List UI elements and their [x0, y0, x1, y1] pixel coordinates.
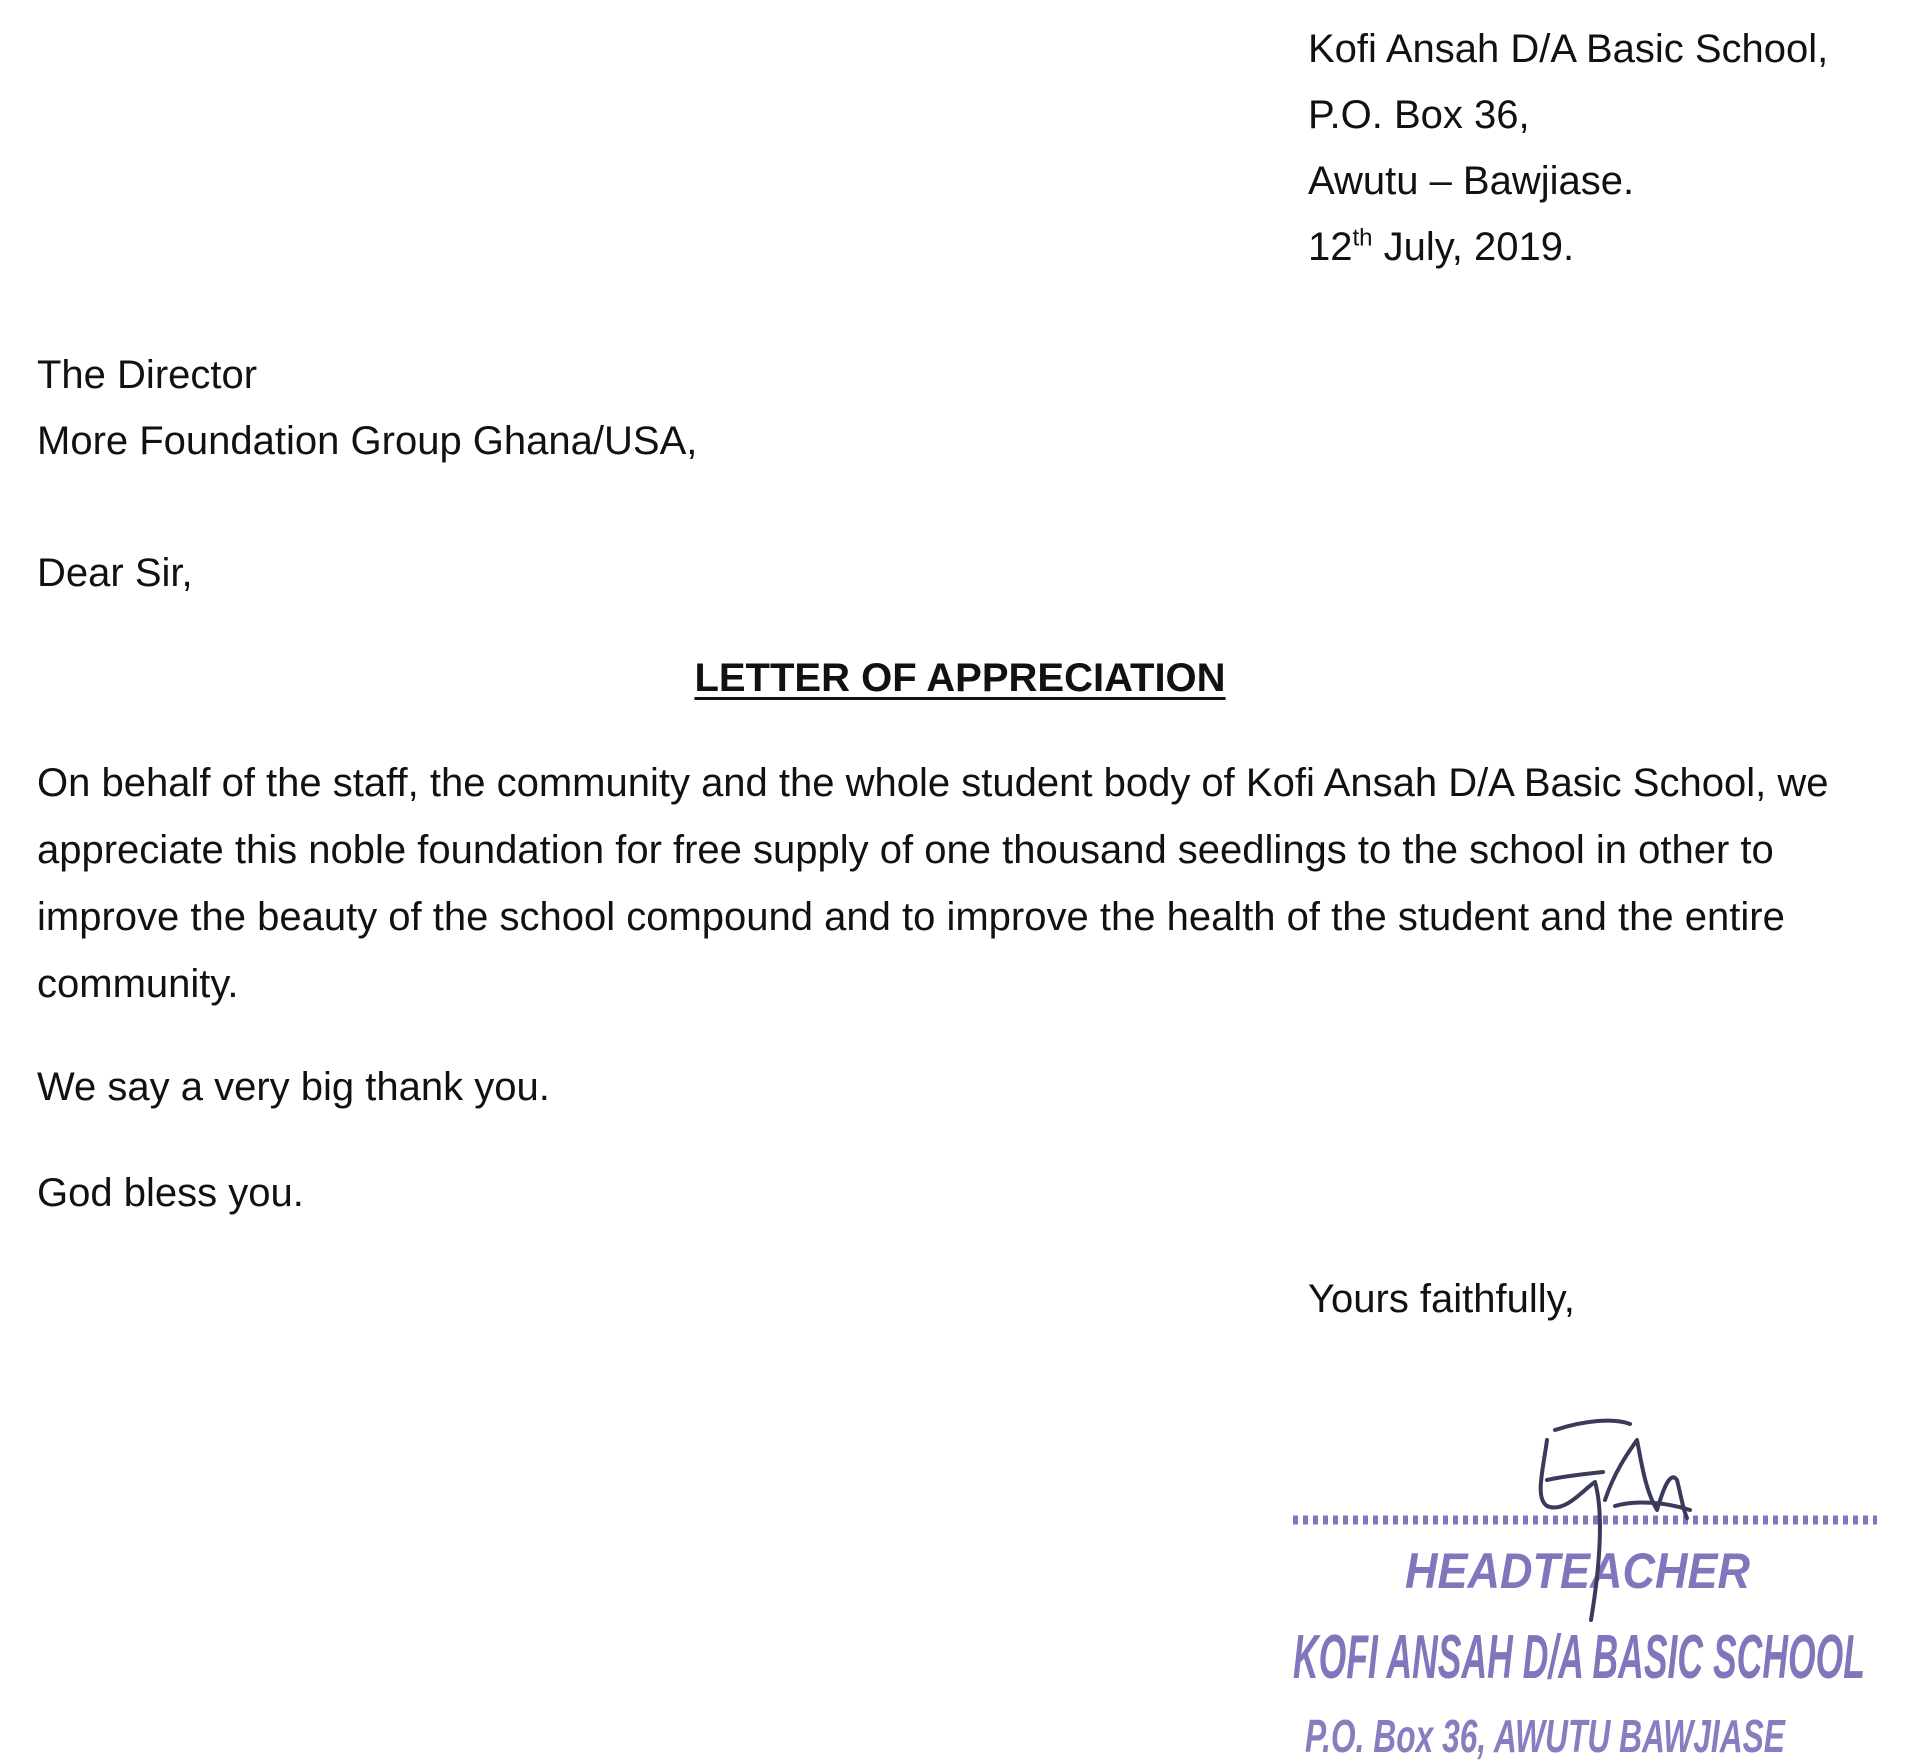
- sender-address: [1308, 16, 1828, 280]
- sender-school: Kofi Ansah D/A Basic School,: [1308, 27, 1829, 71]
- date-day: 12: [1308, 225, 1353, 269]
- sender-box: P.O. Box 36,: [1308, 93, 1530, 137]
- stamp-school: KOFI ANSAH D/A BASIC SCHOOL: [1293, 1623, 1865, 1692]
- letter-subject: [0, 645, 1920, 711]
- stamp-role: HEADTEACHER: [1405, 1543, 1750, 1600]
- salutation: Dear Sir,: [37, 551, 193, 595]
- subject-text: LETTER OF APPRECIATION: [694, 656, 1226, 700]
- stamp-graphic: [1285, 1410, 1885, 1764]
- letter-date: [1308, 214, 1828, 280]
- date-rest: July, 2019.: [1372, 225, 1575, 269]
- blessing-line: God bless you.: [37, 1171, 304, 1215]
- recipient-address: [37, 342, 697, 474]
- closing: Yours faithfully,: [1308, 1277, 1575, 1321]
- headteacher-stamp: [1285, 1410, 1885, 1764]
- sender-town: Awutu – Bawjiase.: [1308, 159, 1635, 203]
- thanks-line: We say a very big thank you.: [37, 1065, 550, 1109]
- stamp-address: P.O. Box 36, AWUTU BAWJIASE: [1305, 1710, 1786, 1762]
- recipient-organization: More Foundation Group Ghana/USA,: [37, 419, 698, 463]
- body-paragraph: On behalf of the staff, the community and the whole student body of Kofi Ansah D/A Basic School, we appreciate this noble foundation for free supply of one thousand seedlings to the school in other to improve the beauty of the school compound and to improve the health of the student and the entire community.: [37, 761, 1829, 1006]
- date-suffix: th: [1352, 224, 1373, 252]
- recipient-title: The Director: [37, 353, 258, 397]
